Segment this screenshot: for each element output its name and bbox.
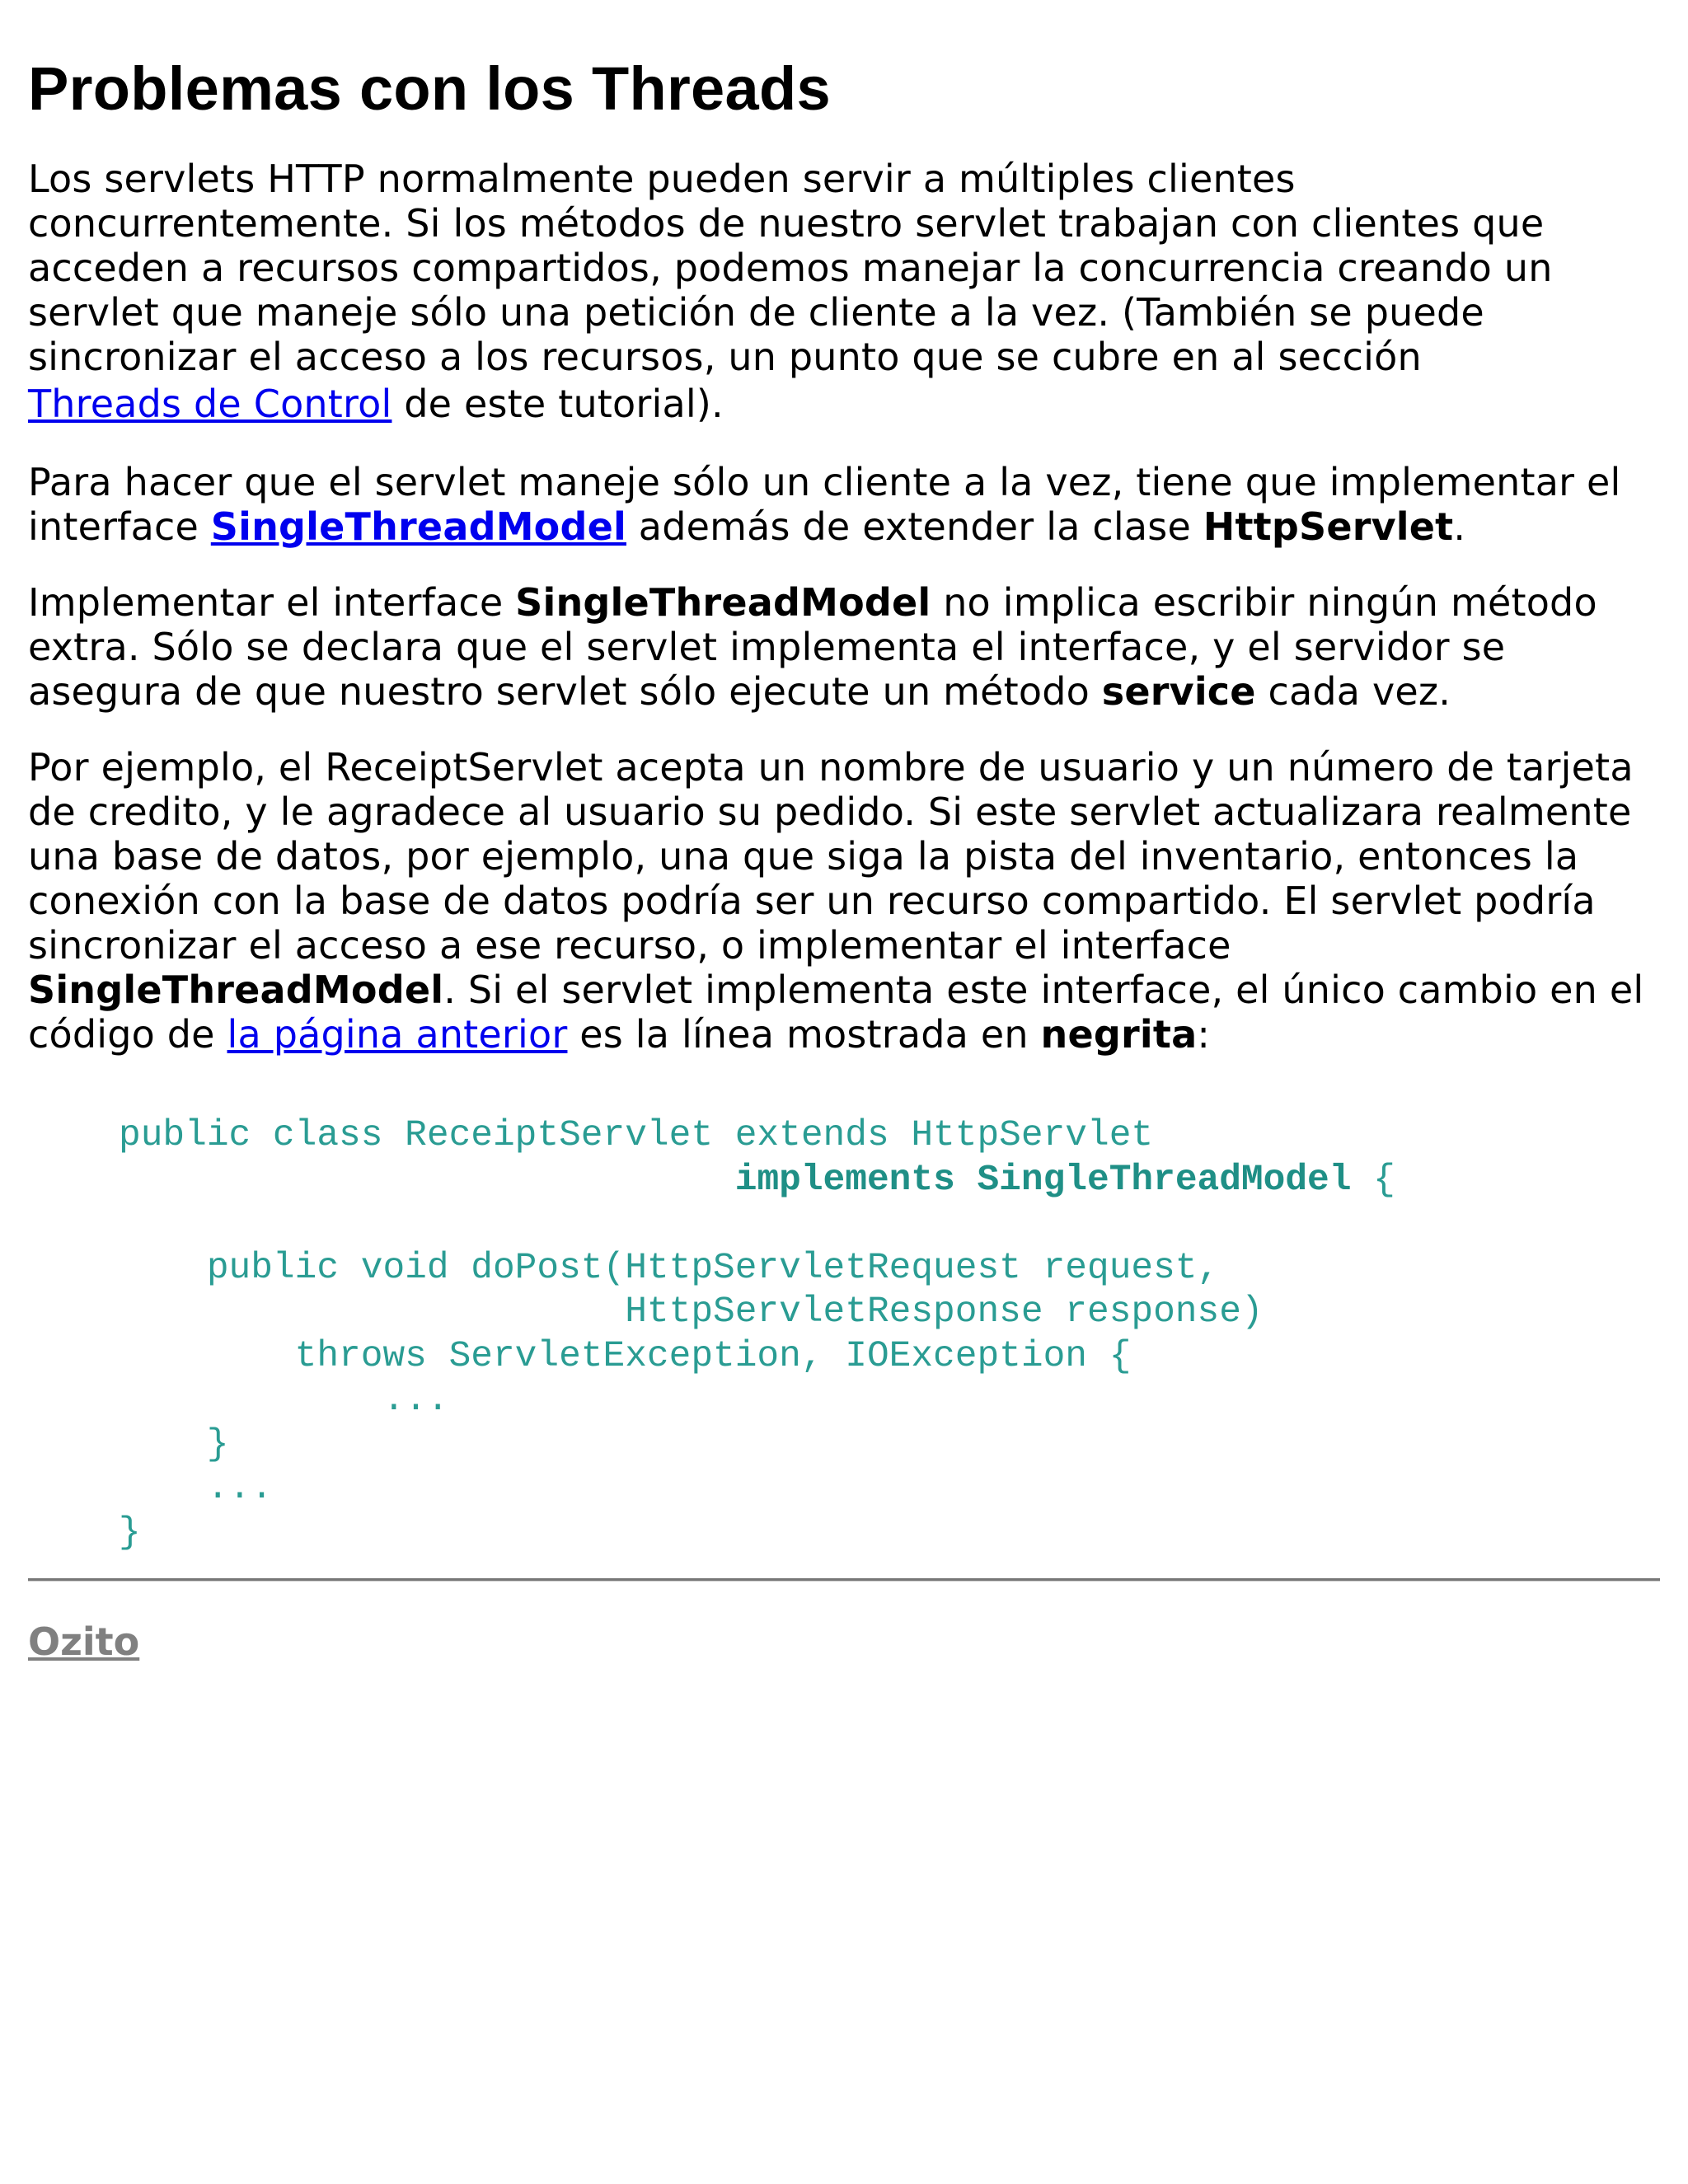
bold-term: negrita — [1040, 1012, 1198, 1057]
document-page — [28, 0, 1660, 1664]
code-block — [119, 1114, 1660, 1555]
paragraph-implementing — [28, 580, 1660, 714]
paragraph-single-thread — [28, 460, 1660, 549]
paragraph-example — [28, 745, 1660, 1057]
paragraph-text: . Si el servlet implementa este interface, el único cambio en el código de — [28, 968, 1644, 1057]
paragraph-text: cada vez. — [1255, 669, 1451, 714]
code-line: ... — [119, 1468, 273, 1509]
code-line: ... — [119, 1380, 449, 1421]
code-line: HttpServletResponse response) — [119, 1291, 1264, 1333]
bold-term: HttpServlet — [1203, 504, 1454, 549]
paragraph-text: de este tutorial). — [392, 382, 724, 426]
paragraph-text: . — [1453, 504, 1466, 549]
bold-term: SingleThreadModel — [515, 580, 931, 625]
code-bold-implements: implements SingleThreadModel — [734, 1159, 1352, 1201]
code-line: public void doPost(HttpServletRequest request, — [119, 1247, 1220, 1289]
paragraph-text: Por ejemplo, el ReceiptServlet acepta un nombre de usuario y un número de tarjeta de credito, y le agradece al usuario su pedido. Si este servlet actualizara realmente una base de datos, por ejemplo, una que siga la pista del inventario, entonces la conexión con la base de datos podría ser un recurso compartido. El servlet podría sincronizar el acceso a ese recurso, o implementar el interface — [28, 745, 1634, 968]
paragraph-text: además de extender la clase — [626, 504, 1203, 549]
code-line: } — [119, 1423, 229, 1465]
previous-page-link[interactable]: la página anterior — [227, 1012, 568, 1057]
paragraph-text: Para hacer que el servlet maneje sólo un cliente a la vez, tiene que implementar el interface — [28, 460, 1621, 549]
paragraph-text: es la línea mostrada en — [567, 1012, 1041, 1057]
paragraph-intro — [28, 157, 1660, 429]
paragraph-text: : — [1197, 1012, 1211, 1057]
code-line: public class ReceiptServlet extends HttpServlet — [119, 1115, 1154, 1156]
paragraph-text: no implica escribir ningún método extra. Sólo se declara que el servlet implementa el interface, y el servidor se asegura de que nuestro servlet sólo ejecute un método — [28, 580, 1597, 714]
single-thread-model-link[interactable] — [211, 504, 626, 549]
single-thread-model-link-label: SingleThreadModel — [210, 504, 626, 549]
code-line: } — [119, 1511, 141, 1554]
paragraph-text: Los servlets HTTP normalmente pueden servir a múltiples clientes concurrentemente. Si los métodos de nuestro servlet trabajan con clientes que acceden a recursos compartidos, podemos manejar la concurrencia creando un servlet que maneje sólo una petición de cliente a la vez. (También se puede sincronizar el acceso a los recursos, un punto que se cubre en al sección — [28, 157, 1553, 379]
bold-term: SingleThreadModel — [28, 968, 444, 1012]
code-line: { — [1351, 1159, 1395, 1201]
code-line-indent — [119, 1160, 735, 1201]
code-line: throws ServletException, IOException { — [119, 1335, 1132, 1377]
threads-de-control-link[interactable]: Threads de Control — [28, 382, 392, 426]
paragraph-text: Implementar el interface — [28, 580, 516, 625]
footer — [28, 1619, 1660, 1664]
ozito-link[interactable]: Ozito — [28, 1619, 140, 1664]
bold-term: service — [1101, 669, 1256, 714]
page-title: Problemas con los Threads — [28, 54, 831, 123]
horizontal-divider — [28, 1578, 1660, 1582]
